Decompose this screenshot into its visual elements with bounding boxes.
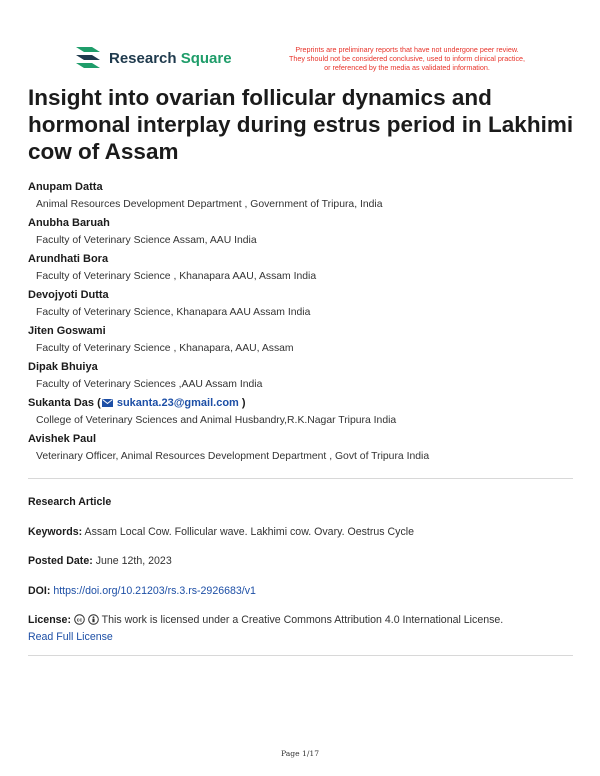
article-type [28, 494, 578, 511]
author-affiliation: Faculty of Veterinary Science , Khanapara AAU, Assam India [36, 271, 317, 282]
article-type-label: Research Article [28, 496, 112, 508]
logo-word-research: Research [109, 49, 177, 67]
license-row [28, 612, 578, 646]
research-square-logo[interactable] [74, 47, 232, 69]
svg-text:cc: cc [76, 617, 83, 624]
author-entry [28, 325, 578, 361]
disclaimer-line: Preprints are preliminary reports that have not undergone peer review. [295, 45, 519, 54]
cc-icon [74, 614, 85, 625]
divider [28, 655, 573, 656]
author-name: Anubha Baruah [28, 217, 110, 229]
author-affiliation: Faculty of Veterinary Science, Khanapara AAU Assam India [36, 307, 311, 318]
logo-word-square: Square [180, 49, 232, 67]
posted-date-row [28, 553, 578, 570]
posted-date-label: Posted Date: [28, 555, 93, 567]
author-affiliation: College of Veterinary Sciences and Animal Husbandry,R.K.Nagar Tripura India [36, 415, 397, 426]
logo-text [109, 50, 232, 67]
author-entry [28, 361, 578, 397]
by-icon [88, 614, 99, 625]
author-name: Sukanta Das [28, 397, 95, 409]
doi-label: DOI: [28, 585, 51, 597]
author-name: Arundhati Bora [28, 253, 109, 265]
disclaimer-line: They should not be considered conclusive, used to inform clinical practice, [288, 54, 526, 63]
author-entry [28, 397, 578, 433]
author-email-link[interactable]: sukanta.23@gmail.com [116, 397, 239, 409]
author-entry [28, 217, 578, 253]
keywords-row [28, 524, 578, 541]
author-affiliation: Faculty of Veterinary Science Assam, AAU India [36, 235, 257, 246]
corresponding-author-name: Sukanta Das ( sukanta.23@gmail.com ) [28, 397, 246, 409]
author-affiliation: Faculty of Veterinary Sciences ,AAU Assam India [36, 379, 263, 390]
envelope-icon [102, 399, 113, 407]
posted-date-value: June 12th, 2023 [95, 555, 172, 567]
license-text: This work is licensed under a Creative Commons Attribution 4.0 International License. [101, 614, 504, 626]
author-affiliation: Animal Resources Development Department , Government of Tripura, India [36, 199, 383, 210]
author-affiliation: Veterinary Officer, Animal Resources Development Department , Govt of Tripura India [36, 451, 430, 462]
disclaimer-line: or referenced by the media as validated information. [324, 63, 490, 72]
author-entry [28, 181, 578, 217]
keywords-value: Assam Local Cow. Follicular wave. Lakhimi cow. Ovary. Oestrus Cycle [84, 526, 415, 538]
doi-row [28, 583, 578, 600]
author-name: Dipak Bhuiya [28, 361, 98, 373]
page-number: Page 1/17 [280, 749, 320, 758]
author-name: Avishek Paul [28, 433, 97, 445]
preprint-disclaimer [272, 45, 542, 72]
logo-mark-icon [74, 47, 102, 69]
author-name: Anupam Datta [28, 181, 103, 193]
author-name: Devojyoti Dutta [28, 289, 109, 301]
author-name: Jiten Goswami [28, 325, 106, 337]
author-entry [28, 289, 578, 325]
author-entry [28, 253, 578, 289]
doi-link[interactable]: https://doi.org/10.21203/rs.3.rs-2926683/v1 [53, 585, 256, 597]
author-list [28, 181, 578, 469]
read-full-license-link[interactable]: Read Full License [28, 631, 113, 643]
divider [28, 478, 573, 479]
keywords-label: Keywords: [28, 526, 83, 538]
author-entry [28, 433, 578, 469]
paper-title: Insight into ovarian follicular dynamics and hormonal interplay during estrus period in Lakhimi cow of Assam [28, 85, 574, 164]
license-label: License: [28, 614, 71, 626]
author-affiliation: Faculty of Veterinary Science , Khanapara, AAU, Assam [36, 343, 294, 354]
